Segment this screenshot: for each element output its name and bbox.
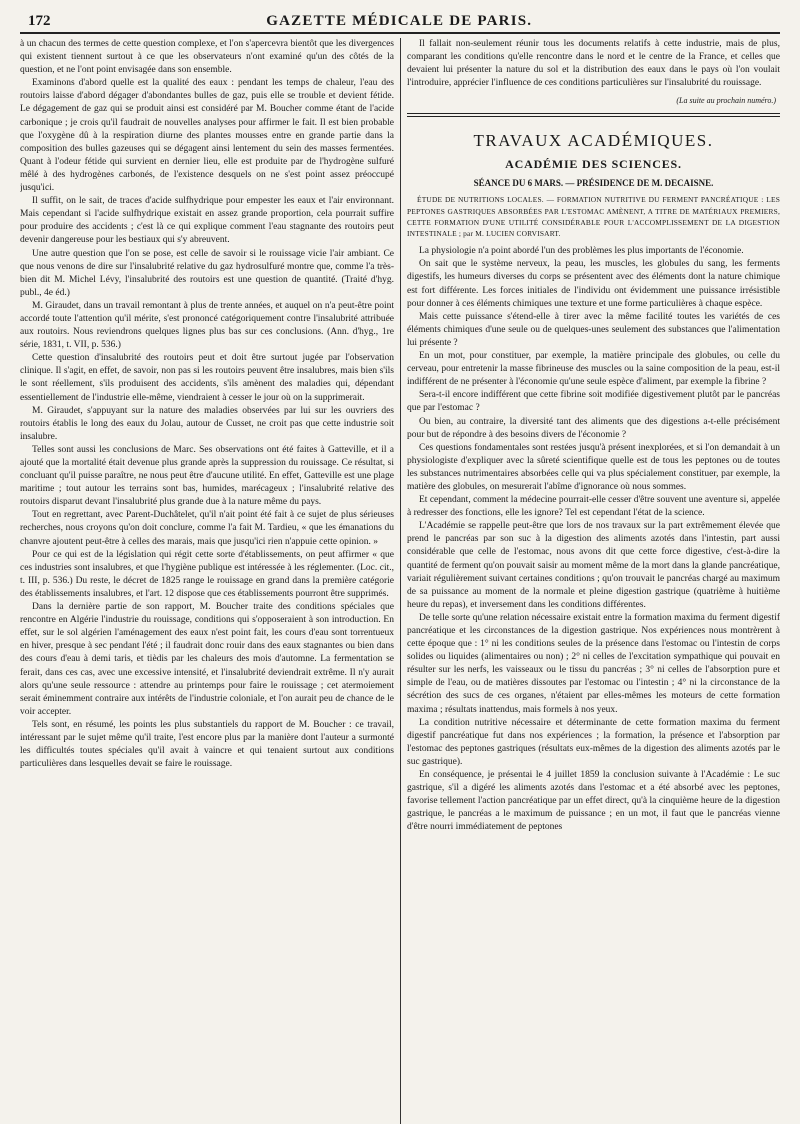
academy-title: ACADÉMIE DES SCIENCES. (505, 157, 682, 172)
paragraph: Dans la dernière partie de son rapport, M. Boucher traite des conditions spéciales que rencontre en Algérie l'industrie du rouissage, conditions qui s'opposeraient à son introduction. En effet, sur le sol algérien l'aménagement des eaux n'est point fait, les cours d'eau sont torrentueux en hiver, presque à sec pendant l'été ; il faudrait donc rouir dans des eaux stagnantes ou bien dans des cours d'eau à demi taris, et tièdis par les chaleurs des mois d'automne. La fermentation se ferait, dans ces cas, avec une excessive intensité, et l'insalubrité deviendrait extrême. Il n'y aurait alors qu'une seule ressource : attendre au printemps pour faire le rouissage ; cet atermoiement serait éminemment contraire aux intérêts de l'industrie coloniale, et l'on aurait peu de chance de le voir accepter. (20, 602, 394, 717)
paragraph: Il suffit, on le sait, de traces d'acide sulfhydrique pour empester les eaux et l'air environnant. Mais cependant si l'acide sulfhydrique existait en assez grande proportion, cela pourrait suffire pour produire des accidents ; c'est là ce qui explique comment l'eau stagnante des routoirs peut devenir dangereuse pour les bestiaux qui s'y abreuvent. (20, 196, 394, 246)
paragraph: M. Giraudet, s'appuyant sur la nature des maladies observées par lui sur les ouvriers des routoirs établis le long des eaux du Jolau, autour de Cusset, ne croit pas que cette industrie soit insalubre. (20, 405, 394, 442)
paragraph: à un chacun des termes de cette question complexe, et l'on s'apercevra bientôt que les divergences qui existent tiennent surtout à ce que les observateurs n'ont examiné qu'un des côtés de la question, et ne l'ont point envisagée dans son ensemble. (20, 39, 394, 76)
intro-paragraph: Il fallait non-seulement réunir tous les documents relatifs à cette industrie, mais de plus, comparant les conditions qu'elle rencontre dans le nord et le centre de la France, et celles que devaient lui présenter la nature du sol et la distribution des eaux dans le pays où l'on voulait l'introduire, apprécier l'influence de ces conditions particulières sur l'insalubrité du rouissage. (407, 39, 780, 89)
section-divider (407, 113, 780, 117)
paragraph: En un mot, pour constituer, par exemple, la matière principale des globules, ou celle du cerveau, pour entretenir la masse fibrineuse des muscles ou la saine composition de la peau, est-il indifférent de ne présenter à l'économie qu'une seule espèce d'aliment, par exemple la fibrine ? (407, 351, 780, 388)
section-title: TRAVAUX ACADÉMIQUES. (473, 131, 714, 151)
paragraph: Examinons d'abord quelle est la qualité des eaux : pendant les temps de chaleur, l'eau des routoirs laisse d'abord dégager d'abondantes bulles de gaz, puis elle se trouble et devient fétide. Le dégagement de gaz qui se produit ainsi est considéré par M. Boucher comme étant de l'acide carbonique ; je crois qu'il faudrait de nouvelles analyses pour affirmer le fait. Il est bien probable que l'oxygène dû à la respiration diurne des plantes mousses entre en grande partie dans la composition des bulles gazeuses qui se dégagent ainsi lentement du sein des masses fermentées. Quant à l'odeur fétide qui survient en dernier lieu, elle est produite par de l'hydrogène sulfuré mêlé à des hydrogènes carbonés, de l'existence desquels on ne s'est point assez préoccupé jusqu'ici. (20, 78, 394, 194)
right-column (400, 38, 780, 1124)
paragraph: Sera-t-il encore indifférent que cette fibrine soit modifiée digestivement plutôt par le pancréas que par l'estomac ? (407, 390, 780, 414)
continuation-note: (La suite au prochain numéro.) (676, 96, 776, 106)
paragraph: On sait que le système nerveux, la peau, les muscles, les globules du sang, les ferments digestifs, les humeurs diverses du corps se présentent avec des éléments dont la nature chimique est fort différente. Les forces initiales de l'individu ont évidemment une puissance irrésistible pour donner à ces éléments chimiques une texture et une forme particulières à chaque espèce. (407, 259, 780, 309)
paragraph: La physiologie n'a point abordé l'un des problèmes les plus importants de l'économie. (419, 246, 744, 257)
paragraph: Telles sont aussi les conclusions de Marc. Ses observations ont été faites à Gatteville, et il a ajouté que la mortalité était devenue plus grande après la suppression du rouissage. Ce résultat, si concluant qu'il puisse paraître, ne nous peut être d'aucune utilité. En effet, Gatteville est une plage maritime ; tout autour les terrains sont bas, humides, marécageux ; l'insalubrité relative des routoirs disparut devant l'insalubrité plus grande due à la nature même du pays. (20, 444, 394, 508)
paragraph: En conséquence, je présentai le 4 juillet 1859 la conclusion suivante à l'Académie : Le suc gastrique, s'il a digéré les aliments azotés dans l'estomac et a été absorbé avec les peptones, favorise tellement l'action pancréatique par un effet direct, qu'à la cinquième heure de la digestion gastrique, le pancréas a le maximum de puissance ; en un mot, il faut que le pancréas vienne d'être nourri immédiatement de peptones (407, 770, 780, 833)
session-line: SÉANCE DU 6 MARS. — PRÉSIDENCE DE M. DECAISNE. (473, 178, 714, 189)
page-number: 172 (28, 13, 51, 29)
paragraph: Tels sont, en résumé, les points les plus substantiels du rapport de M. Boucher : ce travail, intéressant par le sujet même qu'il traite, l'est encore plus par la manière dont l'auteur a surmonté les difficultés toutes spéciales qu'il avait à vaincre et qui tenaient surtout aux conditions particulières dans lesquelles devait se faire le rouissage. (20, 719, 394, 770)
left-column (20, 38, 400, 1124)
paragraph: De telle sorte qu'une relation nécessaire existait entre la formation maxima du ferment digestif pancréatique et les circonstances de la digestion gastrique. Nos expériences nous montrèrent à cette époque que : 1° ni les conditions seules de la présence dans l'estomac ou l'intestin de corps solides ou liquides (alimentaires ou non) ; 2° ni celles de l'excitation sympathique qui pouvait en résulter sur les nerfs, les vaisseaux ou le tissu du pancréas ; 3° ni celles de l'absorption pure et simple de l'eau, ou de matières dissoutes par l'estomac ou l'intestin ; 4° ni la circonstance de la sécrétion des sucs de ces organes, n'étaient par elles-mêmes les moteurs de cette formation maxima ; résultats inattendus, mais formels à nos yeux. (407, 612, 780, 715)
paragraph: M. Giraudet, dans un travail remontant à plus de trente années, et auquel on n'a peut-être point accordé toute l'attention qu'il mérite, s'est prononcé catégoriquement contre l'insalubrité attribuée aux routoirs. Nous reviendrons quelques lignes plus bas sur ces conclusions. (Ann. d'hyg., 1re série, 1831, t. VII, p. 536.) (20, 300, 394, 351)
page-header (20, 8, 780, 34)
paragraph: Ou bien, au contraire, la diversité tant des aliments que des digestions a-t-elle précisément pour but de répondre à des besoins divers de l'économie ? (407, 416, 780, 440)
paragraph: Une autre question que l'on se pose, est celle de savoir si le rouissage vicie l'air ambiant. Ce que nous venons de dire sur l'insalubrité relative du gaz hydrosulfuré montre que, comme l'a très-bien dit M. Michel Lévy, l'insalubrité des routoirs est une question de quantité. (Traité d'hyg. publ., 4e éd.) (20, 248, 394, 298)
study-title: ÉTUDE DE NUTRITIONS LOCALES. — FORMATION NUTRITIVE DU FERMENT PANCRÉATIQUE : LES PEPTONES GASTRIQUES ABSORBÉES PAR L'ESTOMAC AMÈNENT, A TITRE DE MATÉRIAUX PREMIERS, CETTE FORMATION D'UNE UTILITÉ CONSIDÉRABLE POUR L'ACCOMPLISSEMENT DE LA DIGESTION INTESTINALE ; par M. LUCIEN CORVISART. (407, 195, 780, 239)
paragraph: L'Académie se rappelle peut-être que lors de nos travaux sur la part extrêmement élevée que prend le pancréas par son suc à la digestion des aliments azotés dans l'intestin, part aussi considérable que celle de l'estomac, nous avons dit que cette force digestive, c'est-à-dire la quantité de ferment qu'on pouvait saisir au moment même de la mort dans la glande pancréatique, variait régulièrement suivant certaines conditions ; qu'on trouvait le pancréas chargé au maximum de sa puissance au moment de la normale et pleine digestion gastrique (quatrième à huitième heure du repas), et inversement dans les conditions différentes. (407, 521, 780, 610)
paragraph: Tout en regrettant, avec Parent-Duchâtelet, qu'il n'ait point été fait à ce sujet de plus sérieuses recherches, nous croyons qu'on doit conclure, comme l'a fait M. Tardieu, « que les émanations du chanvre ajoutent peut-être à celles des marais, mais que jusqu'ici rien n'appuie cette opinion. » (20, 510, 394, 547)
text-columns (20, 38, 780, 1124)
paragraph: Cette question d'insalubrité des routoirs peut et doit être surtout jugée par l'observation clinique. Il s'agit, en effet, de savoir, non pas si les routoirs peuvent être insalubres, mais bien s'ils le sont réellement, s'ils produisent des accidents, s'ils amènent des maladies qui, dépendant essentiellement de l'industrie elle-même, viendraient à cesser le jour où on la supprimerait. (20, 353, 394, 403)
paragraph: Mais cette puissance s'étend-elle à tirer avec la même facilité toutes les variétés de ces éléments chimiques d'une seule ou de quelques-unes seulement des substances que l'alimentation lui présente ? (407, 311, 780, 348)
paragraph: La condition nutritive nécessaire et déterminante de cette formation maxima du ferment digestif pancréatique fut dans nos expériences ; la formation, la présence et l'absorption par l'estomac des peptones gastriques (résultats eux-mêmes de la digestion des aliments azotés par le suc gastrique). (407, 717, 780, 767)
paragraph: Ces questions fondamentales sont restées jusqu'à présent inexplorées, et si l'on demandait à un physiologiste d'expliquer avec la sûreté scientifique quelle est de tous les peptones ou de toutes les substances nutrimentaires absorbées celle qui va plus spécialement constituer, par exemple, la matière des globules, on mesurerait l'abîme d'ignorance où nous sommes. (407, 442, 780, 492)
paragraph: Pour ce qui est de la législation qui régit cette sorte d'établissements, on peut affirmer « que ces industries sont insalubres, et que l'hygiène publique est intéressée à les réglementer. (Loc. cit., t. III, p. 536.) Du reste, le décret de 1825 range le rouissage en grand dans la première catégorie des établissements insalubres, et l'art. 12 dispose que ces établissements pourront être supprimés. (20, 549, 394, 599)
paragraph: Et cependant, comment la médecine pourrait-elle cesser d'être souvent une aventure si, appelée à redresser des fonctions, elle les ignore? Tel est cependant l'état de la science. (407, 495, 780, 519)
journal-title: GAZETTE MÉDICALE DE PARIS. (266, 13, 533, 29)
